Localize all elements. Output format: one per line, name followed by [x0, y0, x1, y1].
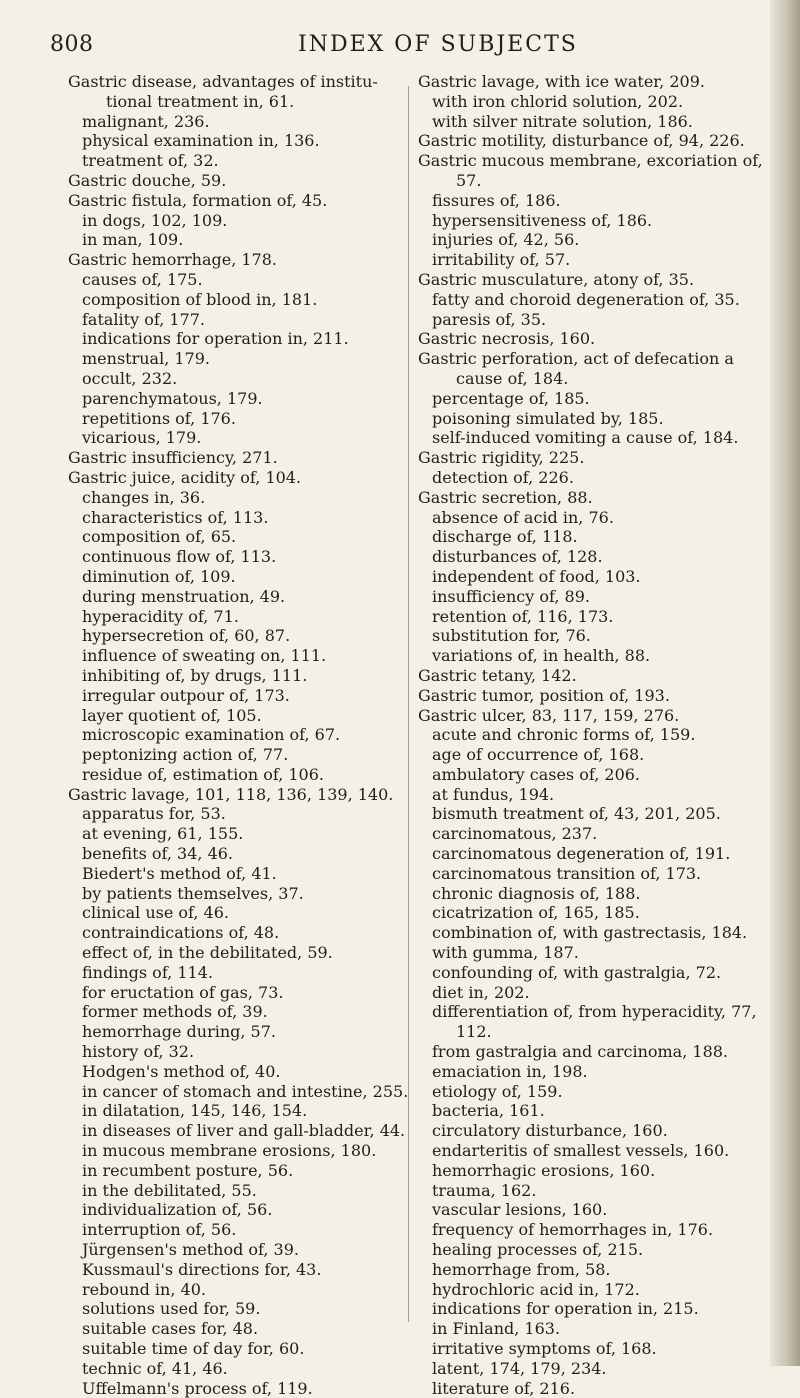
index-subentry: residue of, estimation of, 106. [82, 764, 324, 784]
index-subentry: paresis of, 35. [432, 309, 547, 329]
index-subentry: clinical use of, 46. [82, 903, 229, 923]
index-subentry: retention of, 116, 173. [432, 606, 614, 626]
index-subentry: diet in, 202. [432, 982, 530, 1002]
index-column-left [68, 72, 409, 1398]
index-subentry: in cancer of stomach and intestine, 255. [82, 1081, 409, 1101]
index-entry: Gastric ulcer, 83, 117, 159, 276. [418, 705, 680, 725]
index-subentry: in dilatation, 145, 146, 154. [82, 1101, 308, 1121]
index-subentry: etiology of, 159. [432, 1081, 563, 1101]
index-subentry: diminution of, 109. [82, 566, 236, 586]
index-subentry: by patients themselves, 37. [82, 883, 304, 903]
index-subentry: rebound in, 40. [82, 1279, 206, 1299]
index-subentry: treatment of, 32. [82, 151, 219, 171]
index-subentry: chronic diagnosis of, 188. [432, 883, 641, 903]
index-subentry: changes in, 36. [82, 487, 206, 507]
index-subentry: cicatrization of, 165, 185. [432, 903, 640, 923]
index-subentry: at evening, 61, 155. [82, 824, 244, 844]
index-entry: Gastric mucous membrane, excoriation of, [418, 151, 763, 171]
index-subentry: former methods of, 39. [82, 1002, 268, 1022]
index-subentry: with iron chlorid solution, 202. [432, 91, 684, 111]
index-entry-continuation: 57. [456, 170, 482, 190]
column-divider [408, 86, 409, 1322]
index-subentry: irritative symptoms of, 168. [432, 1339, 657, 1358]
index-subentry: occult, 232. [82, 368, 178, 388]
index-entry-continuation: tional treatment in, 61. [106, 91, 295, 111]
index-subentry: history of, 32. [82, 1042, 195, 1062]
index-subentry: technic of, 41, 46. [82, 1358, 228, 1378]
index-subentry: detection of, 226. [432, 467, 574, 487]
index-subentry: carcinomatous degeneration of, 191. [432, 844, 731, 864]
index-subentry: fatality of, 177. [82, 309, 205, 329]
index-subentry: in dogs, 102, 109. [82, 210, 228, 230]
index-subentry: peptonizing action of, 77. [82, 745, 289, 765]
index-entry: Gastric rigidity, 225. [418, 448, 585, 468]
index-subentry: with gumma, 187. [432, 943, 579, 963]
index-subentry: endarteritis of smallest vessels, 160. [432, 1141, 730, 1161]
index-subentry: from gastralgia and carcinoma, 188. [432, 1042, 729, 1062]
index-subentry: suitable cases for, 48. [82, 1319, 259, 1339]
index-subentry: layer quotient of, 105. [82, 705, 262, 725]
index-entry: Gastric douche, 59. [68, 170, 227, 190]
index-subentry: in mucous membrane erosions, 180. [82, 1141, 377, 1161]
index-subentry: frequency of hemorrhages in, 176. [432, 1220, 714, 1240]
index-subentry: malignant, 236. [82, 111, 210, 131]
index-subentry: in the debilitated, 55. [82, 1180, 257, 1200]
index-subentry: combination of, with gastrectasis, 184. [432, 923, 748, 943]
index-subentry: composition of, 65. [82, 527, 237, 547]
index-subentry: fatty and choroid degeneration of, 35. [432, 289, 740, 309]
index-entry: Gastric motility, disturbance of, 94, 226. [418, 131, 745, 151]
index-subentry: for eructation of gas, 73. [82, 982, 284, 1002]
index-subentry: hemorrhage from, 58. [432, 1259, 611, 1279]
index-subentry: variations of, in health, 88. [432, 646, 651, 666]
index-subentry: irritability of, 57. [432, 250, 571, 270]
index-subentry: carcinomatous transition of, 173. [432, 863, 702, 883]
index-entry: Gastric necrosis, 160. [418, 329, 596, 349]
index-subentry: circulatory disturbance, 160. [432, 1121, 668, 1141]
index-subentry: acute and chronic forms of, 159. [432, 725, 696, 745]
index-entry: Gastric fistula, formation of, 45. [68, 190, 328, 210]
index-subentry: hemorrhagic erosions, 160. [432, 1160, 656, 1180]
index-subentry: continuous flow of, 113. [82, 547, 277, 567]
index-subentry: vascular lesions, 160. [432, 1200, 608, 1220]
index-entry: Gastric juice, acidity of, 104. [68, 467, 302, 487]
page-number: 808 [50, 32, 94, 57]
index-subentry: indications for operation in, 211. [82, 329, 349, 349]
index-subentry: fissures of, 186. [432, 190, 561, 210]
index-entry: Gastric lavage, 101, 118, 136, 139, 140. [68, 784, 394, 804]
index-subentry: Kussmaul's directions for, 43. [82, 1259, 322, 1279]
index-subentry: literature of, 216. [432, 1378, 576, 1398]
index-subentry: characteristics of, 113. [82, 507, 269, 527]
index-subentry: in Finland, 163. [432, 1319, 561, 1339]
index-subentry: composition of blood in, 181. [82, 289, 318, 309]
index-subentry: microscopic examination of, 67. [82, 725, 341, 745]
page-header [0, 30, 780, 60]
index-subentry: confounding of, with gastralgia, 72. [432, 962, 722, 982]
index-subentry: contraindications of, 48. [82, 923, 280, 943]
index-subentry: with silver nitrate solution, 186. [432, 111, 693, 131]
index-subentry: benefits of, 34, 46. [82, 844, 234, 864]
index-subentry: Jürgensen's method of, 39. [82, 1240, 299, 1260]
index-subentry: disturbances of, 128. [432, 547, 603, 567]
index-subentry: Biedert's method of, 41. [82, 863, 277, 883]
index-subentry: absence of acid in, 76. [432, 507, 614, 527]
index-subentry: hydrochloric acid in, 172. [432, 1279, 640, 1299]
page-edge-shadow [770, 0, 800, 1366]
index-subentry: suitable time of day for, 60. [82, 1339, 305, 1358]
index-subentry: insufficiency of, 89. [432, 586, 590, 606]
index-subentry: hyperacidity of, 71. [82, 606, 239, 626]
index-subentry: during menstruation, 49. [82, 586, 286, 606]
index-subentry: solutions used for, 59. [82, 1299, 261, 1319]
index-subentry: parenchymatous, 179. [82, 388, 263, 408]
index-subentry: in man, 109. [82, 230, 184, 250]
index-subentry: substitution for, 76. [432, 626, 591, 646]
index-entry: Gastric tumor, position of, 193. [418, 685, 670, 705]
index-subentry: in recumbent posture, 56. [82, 1160, 294, 1180]
index-subentry: at fundus, 194. [432, 784, 555, 804]
index-subentry: bismuth treatment of, 43, 201, 205. [432, 804, 721, 824]
index-column-right [418, 72, 766, 1398]
running-head: INDEX OF SUBJECTS [298, 32, 578, 57]
index-subentry: effect of, in the debilitated, 59. [82, 943, 333, 963]
index-subentry: emaciation in, 198. [432, 1061, 588, 1081]
index-subentry: physical examination in, 136. [82, 131, 320, 151]
index-subentry: latent, 174, 179, 234. [432, 1358, 607, 1378]
index-subentry: hemorrhage during, 57. [82, 1022, 276, 1042]
index-subentry: apparatus for, 53. [82, 804, 226, 824]
index-subentry: individualization of, 56. [82, 1200, 273, 1220]
index-subentry: indications for operation in, 215. [432, 1299, 699, 1319]
index-entry: Gastric musculature, atony of, 35. [418, 269, 695, 289]
index-entry-continuation: cause of, 184. [456, 368, 569, 388]
index-subentry: causes of, 175. [82, 269, 203, 289]
index-subentry: hypersensitiveness of, 186. [432, 210, 653, 230]
index-subentry: self-induced vomiting a cause of, 184. [432, 428, 739, 448]
index-subentry: percentage of, 185. [432, 388, 590, 408]
index-subentry: carcinomatous, 237. [432, 824, 598, 844]
index-subentry: Uffelmann's process of, 119. [82, 1378, 313, 1398]
index-subentry: irregular outpour of, 173. [82, 685, 290, 705]
index-entry: Gastric hemorrhage, 178. [68, 250, 277, 270]
index-entry: Gastric tetany, 142. [418, 665, 577, 685]
index-subentry: repetitions of, 176. [82, 408, 236, 428]
index-subentry: findings of, 114. [82, 962, 213, 982]
index-entry: Gastric insufficiency, 271. [68, 448, 278, 468]
index-subentry: menstrual, 179. [82, 349, 210, 369]
index-subentry: interruption of, 56. [82, 1220, 237, 1240]
index-subentry: bacteria, 161. [432, 1101, 545, 1121]
index-subentry: discharge of, 118. [432, 527, 578, 547]
index-subentry: ambulatory cases of, 206. [432, 764, 641, 784]
index-subentry: trauma, 162. [432, 1180, 537, 1200]
index-entry: Gastric disease, advantages of institu- [68, 72, 378, 91]
index-subentry: healing processes of, 215. [432, 1240, 644, 1260]
index-subentry: age of occurrence of, 168. [432, 745, 645, 765]
index-entry: Gastric secretion, 88. [418, 487, 593, 507]
index-entry-continuation: 112. [456, 1022, 492, 1042]
index-entry: Gastric perforation, act of defecation a [418, 349, 734, 369]
index-subentry: poisoning simulated by, 185. [432, 408, 664, 428]
index-subentry: Hodgen's method of, 40. [82, 1061, 281, 1081]
index-subentry: differentiation of, from hyperacidity, 77, [432, 1002, 757, 1022]
index-entry: Gastric lavage, with ice water, 209. [418, 72, 705, 91]
index-subentry: inhibiting of, by drugs, 111. [82, 665, 308, 685]
index-subentry: injuries of, 42, 56. [432, 230, 580, 250]
index-subentry: independent of food, 103. [432, 566, 641, 586]
index-subentry: in diseases of liver and gall-bladder, 44. [82, 1121, 406, 1141]
index-subentry: influence of sweating on, 111. [82, 646, 327, 666]
index-subentry: hypersecretion of, 60, 87. [82, 626, 291, 646]
index-subentry: vicarious, 179. [82, 428, 202, 448]
